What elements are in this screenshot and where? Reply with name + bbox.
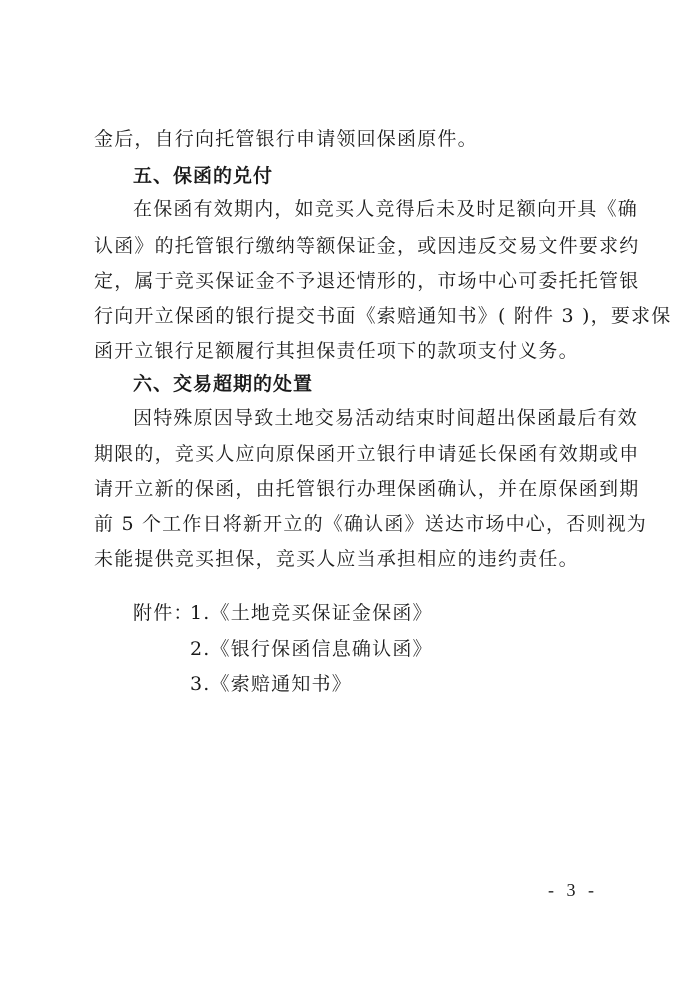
attachment-item: 3.《索赔通知书》 — [190, 673, 352, 695]
attachment-item: 2.《银行保函信息确认函》 — [190, 638, 433, 660]
section5-line: 在保函有效期内，如竞买人竞得后未及时足额向开具《确 — [133, 198, 639, 220]
page-number: - 3 - — [548, 880, 598, 900]
paragraph-continuation: 金后，自行向托管银行申请领回保函原件。 — [94, 128, 478, 150]
section6-line: 因特殊原因导致土地交易活动结束时间超出保函最后有效 — [133, 407, 639, 429]
section5-line: 认函》的托管银行缴纳等额保证金，或因违反交易文件要求约 — [94, 235, 640, 257]
attachments-label: 附件： — [133, 602, 194, 624]
section5-line: 函开立银行足额履行其担保责任项下的款项支付义务。 — [94, 340, 579, 362]
section5-line: 定，属于竞买保证金不予退还情形的，市场中心可委托托管银 — [94, 270, 640, 292]
attachment-item: 1.《土地竞买保证金保函》 — [190, 602, 433, 624]
section6-line: 前 5 个工作日将新开立的《确认函》送达市场中心，否则视为 — [94, 513, 647, 535]
section6-heading: 六、交易超期的处置 — [133, 373, 314, 395]
section6-line: 请开立新的保函，由托管银行办理保函确认，并在原保函到期 — [94, 478, 640, 500]
section5-line: 行向开立保函的银行提交书面《索赔通知书》( 附件 3 )，要求保 — [94, 305, 672, 327]
section6-line: 未能提供竞买担保，竞买人应当承担相应的违约责任。 — [94, 548, 579, 570]
section5-heading: 五、保函的兑付 — [133, 165, 274, 187]
section6-line: 期限的，竞买人应向原保函开立银行申请延长保函有效期或申 — [94, 443, 640, 465]
